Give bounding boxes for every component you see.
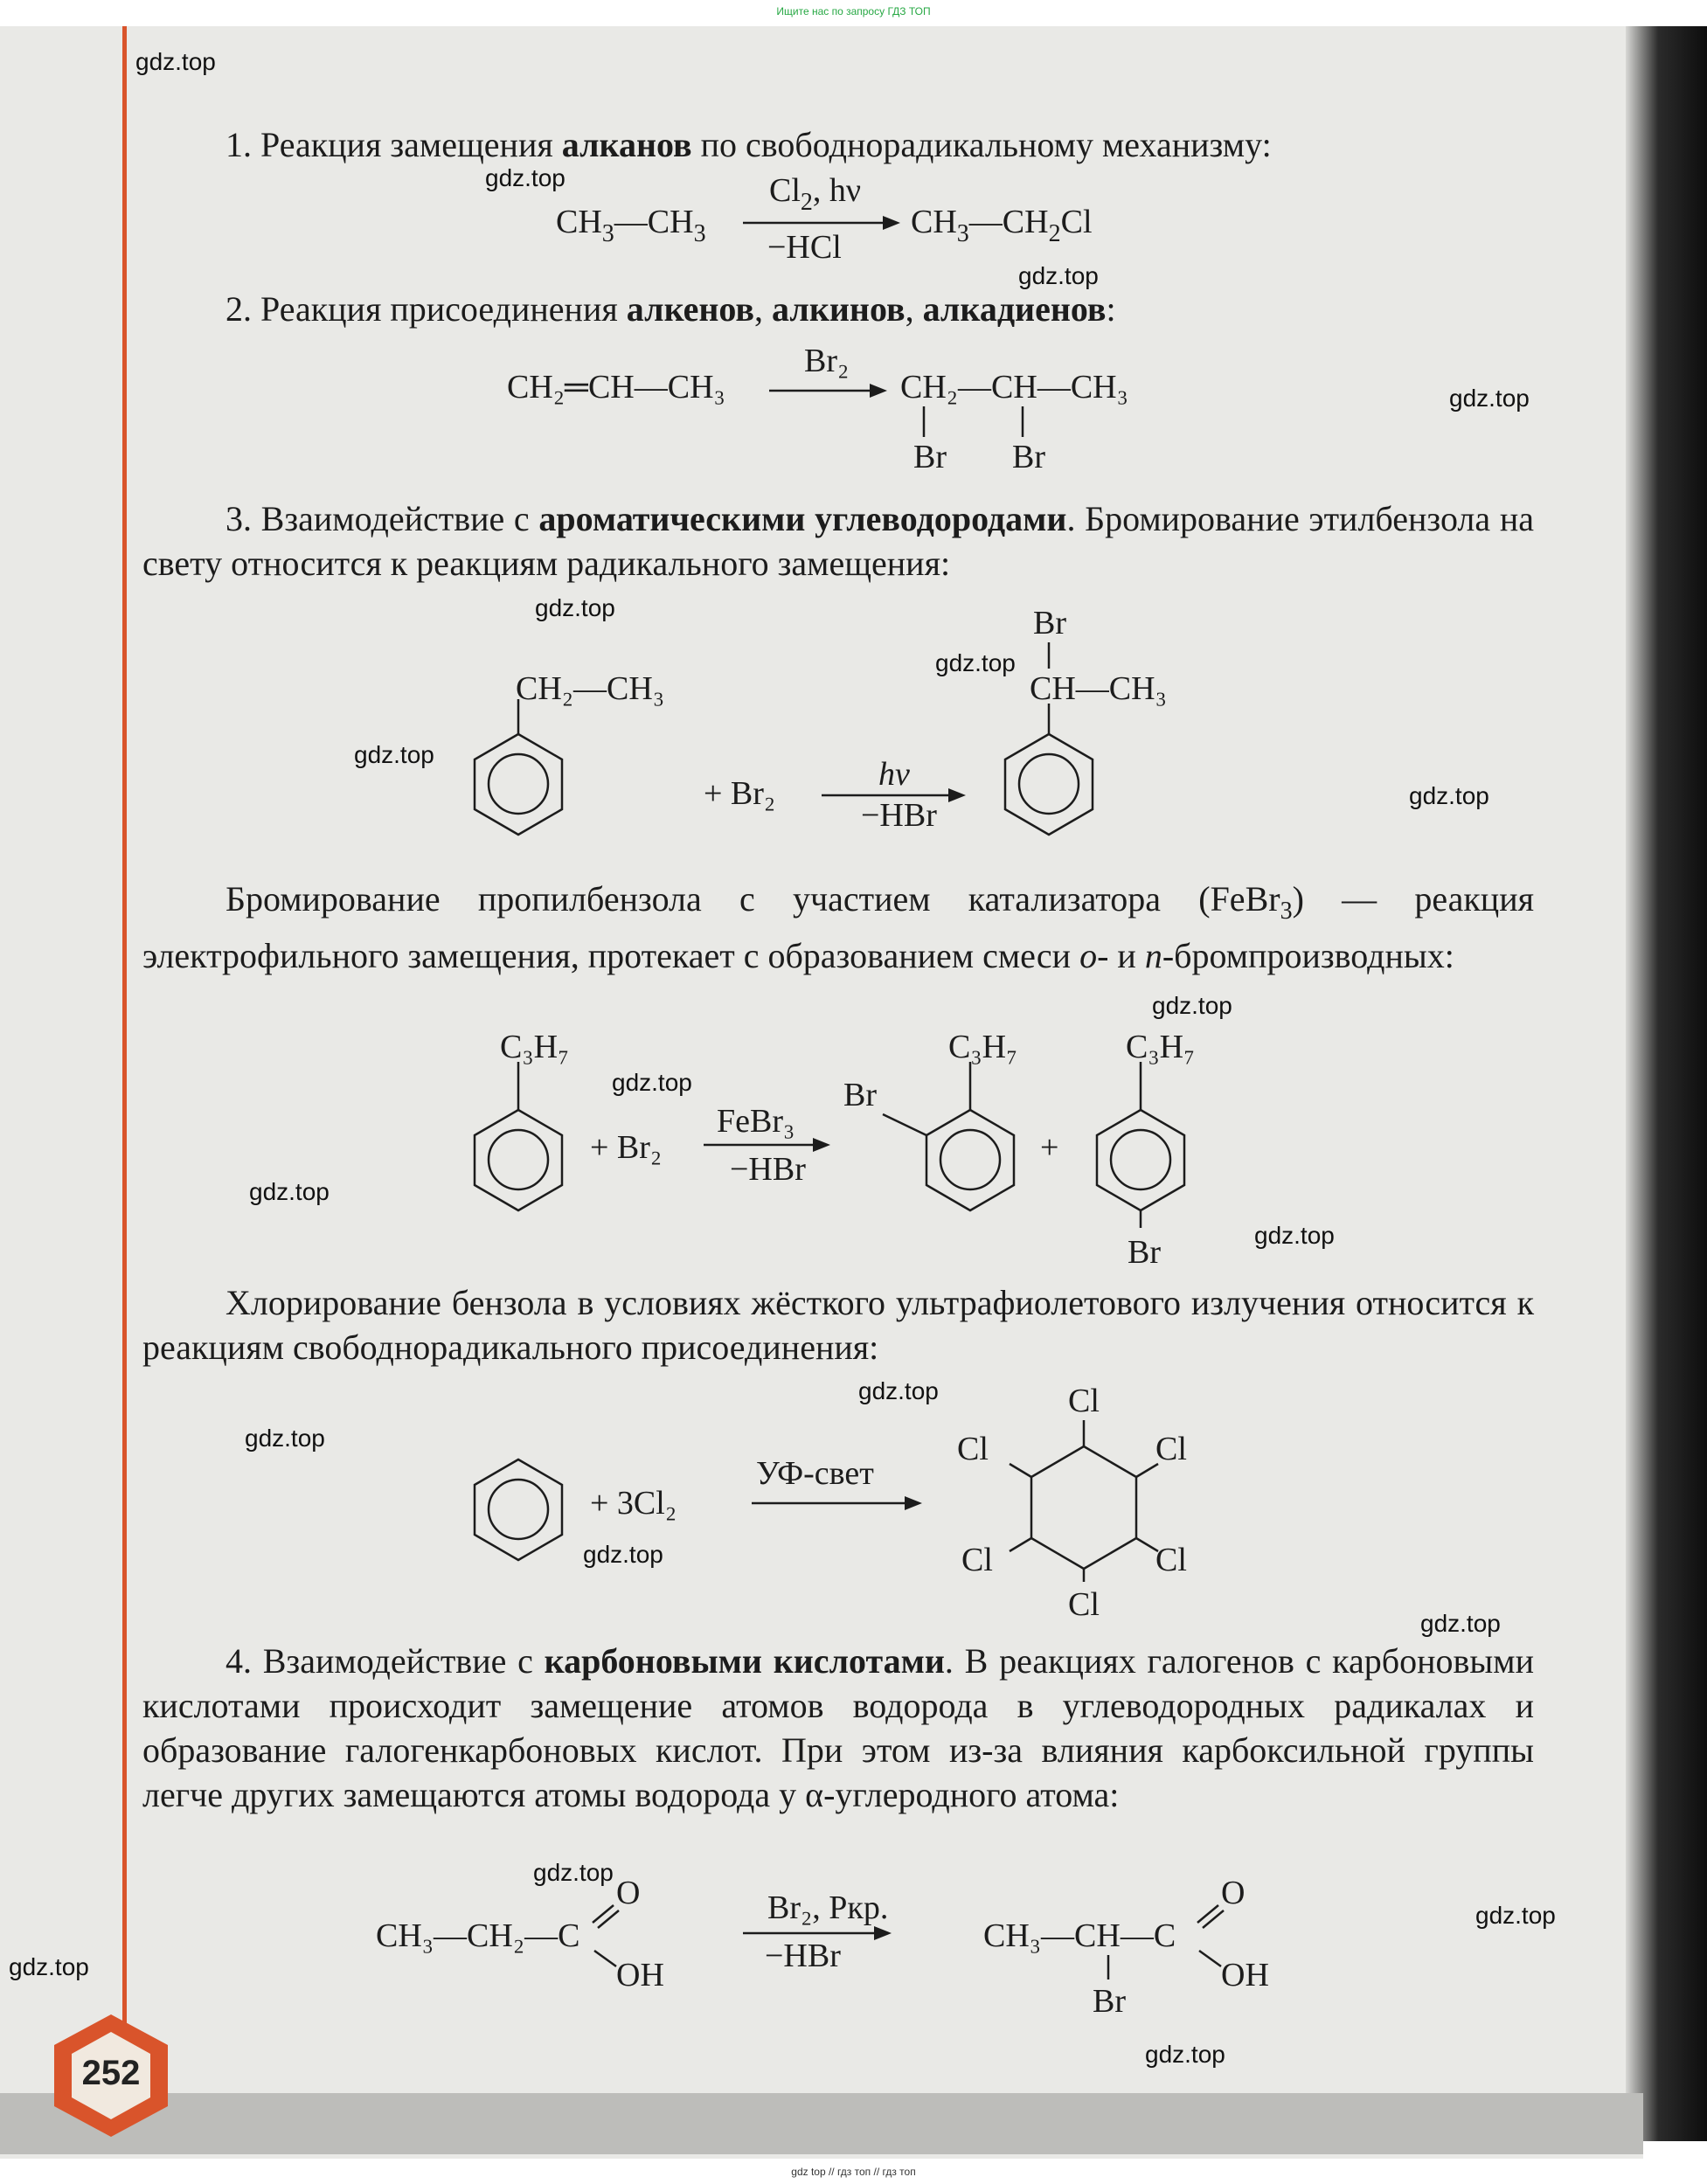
svg-text:+: + [1040, 1129, 1059, 1166]
watermark: gdz.top [935, 649, 1016, 676]
svg-text:C₃H₇: C₃H₇ [1126, 1029, 1196, 1065]
watermark: gdz.top [1152, 992, 1232, 1019]
svg-text:CH3—CH3: $CH_3—CH_3$ [556, 204, 706, 247]
svg-text:Cl: Cl [957, 1431, 989, 1467]
section-1-heading: 1. Реакция замещения алканов по свободнорадикальному механизму: [226, 125, 1272, 164]
svg-text:+ Br₂: + Br₂ [704, 775, 776, 812]
svg-text:−HBr: −HBr [861, 797, 937, 834]
watermark: gdz.top [1449, 385, 1530, 412]
svg-text:CH₃—CH—C: CH₃—CH—C [983, 1917, 1176, 1954]
svg-text:Br₂, Pкр.: Br₂, Pкр. [767, 1889, 889, 1926]
svg-text:CH₂—CH₃: CH₂—CH₃ [516, 670, 665, 707]
watermark: gdz.top [858, 1377, 939, 1404]
svg-text:Br: Br [843, 1077, 877, 1113]
svg-text:CH₂—CH—CH₃: CH₂—CH—CH₃ [900, 369, 1128, 406]
svg-text:УФ-свет: УФ-свет [756, 1455, 874, 1492]
section-3-heading: 3. Взаимодействие с ароматическими углеводородами. Бромирование этилбензола на свету относится к реакциям радикального замещения: [142, 499, 1534, 583]
header-note: Ищите нас по запросу ГДЗ ТОП [776, 5, 931, 17]
watermark: gdz.top [9, 1953, 89, 1980]
watermark: gdz.top [354, 741, 434, 768]
watermark: gdz.top [1409, 782, 1489, 809]
watermark: gdz.top [1145, 2041, 1225, 2068]
svg-text:OH: OH [1221, 1957, 1269, 1993]
svg-text:CH₃—CH₂—C: CH₃—CH₂—C [376, 1917, 580, 1954]
watermark: gdz.top [1475, 1902, 1556, 1929]
svg-text:Br: Br [913, 439, 947, 475]
svg-text:Cl: Cl [1155, 1542, 1187, 1578]
svg-text:C₃H₇: C₃H₇ [500, 1029, 570, 1065]
svg-text:Br: Br [1012, 439, 1045, 475]
watermark: gdz.top [612, 1069, 692, 1096]
svg-text:O: O [1221, 1875, 1246, 1911]
propylbenzene-text: Бромирование пропилбензола с участием катализатора (FeBr$_3$) — реакция электрофильного замещения, протекает с образованием смеси о- и п-бромпроизводных: [142, 879, 1534, 975]
watermark: gdz.top [1254, 1222, 1335, 1249]
svg-text:Br: Br [1033, 605, 1066, 641]
watermark: gdz.top [245, 1425, 325, 1452]
page-number: 252 [81, 2054, 141, 2092]
svg-text:hν: hν [878, 756, 910, 793]
svg-text:Cl: Cl [961, 1542, 993, 1578]
watermark: gdz.top [135, 48, 216, 75]
svg-text:Br₂: Br₂ [804, 343, 850, 379]
watermark: gdz.top [1420, 1610, 1501, 1637]
footer-note: gdz top // гдз топ // гдз топ [791, 2166, 916, 2178]
svg-text:Cl: Cl [1068, 1383, 1100, 1419]
benzene-chlorination-text: Хлорирование бензола в условиях жёсткого ультрафиолетового излучения относится к реакциям свободнорадикального присоединения: [142, 1283, 1534, 1367]
svg-text:Br: Br [1128, 1234, 1161, 1271]
svg-text:C₃H₇: C₃H₇ [948, 1029, 1018, 1065]
watermark: gdz.top [485, 164, 566, 191]
svg-text:Br: Br [1093, 1983, 1126, 2020]
watermark: gdz.top [583, 1541, 663, 1568]
svg-text:−HBr: −HBr [730, 1151, 806, 1188]
svg-text:+ 3Cl₂: + 3Cl₂ [590, 1485, 677, 1522]
svg-text:CH3—CH2Cl: $CH_3—CH_2Cl$ [911, 204, 1093, 247]
svg-text:CH₂═CH—CH₃: CH₂═CH—CH₃ [507, 369, 725, 406]
section-2-heading: 2. Реакция присоединения алкенов, алкинов, алкадиенов: [226, 289, 1116, 329]
svg-text:CH—CH₃: CH—CH₃ [1030, 670, 1167, 707]
svg-text:Cl2, hν: $Cl_2$, hν [769, 172, 862, 216]
svg-text:−HCl: −HCl [767, 229, 842, 266]
svg-text:O: O [616, 1875, 641, 1911]
svg-text:OH: OH [616, 1957, 664, 1993]
svg-text:FeBr₃: FeBr₃ [717, 1103, 795, 1140]
watermark: gdz.top [535, 594, 615, 621]
watermark: gdz.top [249, 1178, 330, 1205]
watermark: gdz.top [1018, 262, 1099, 289]
svg-text:Cl: Cl [1155, 1431, 1187, 1467]
section-4-heading: 4. Взаимодействие с карбоновыми кислотами. В реакциях галогенов с карбоновыми кислотами происходит замещение атомов водорода в углеводородных радикалах и образование галогенкарбоновых кислот. При этом из-за влияния карбоксильной группы легче других замещаются атомы водорода у α-углеродного атома: [142, 1641, 1534, 1814]
svg-text:+ Br₂: + Br₂ [590, 1129, 663, 1166]
svg-text:Cl: Cl [1068, 1586, 1100, 1623]
watermark: gdz.top [533, 1859, 614, 1886]
svg-text:−HBr: −HBr [765, 1938, 841, 1974]
